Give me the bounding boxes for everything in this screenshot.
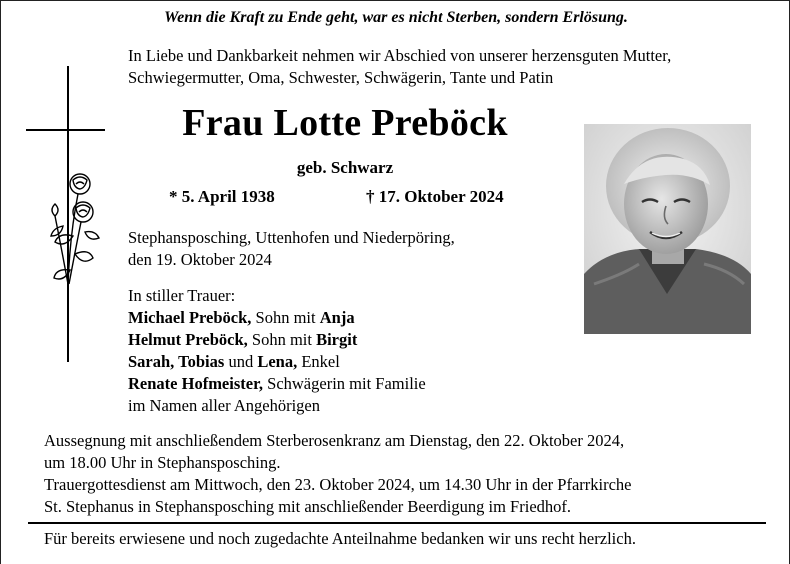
mourner-relation: Enkel [297, 352, 340, 371]
mourner-name: Renate Hofmeister, [128, 374, 264, 393]
date-line: den 19. Oktober 2024 [128, 250, 272, 269]
list-item [128, 351, 426, 373]
intro-line: In Liebe und Dankbarkeit nehmen wir Abschied von unserer herzensguten Mutter, [128, 46, 672, 65]
mourners-heading: In stiller Trauer: [128, 286, 236, 305]
intro-text [128, 45, 671, 89]
mourners-closing: im Namen aller Angehörigen [128, 396, 320, 415]
mourner-partner: Birgit [316, 330, 358, 349]
death-date: † 17. Oktober 2024 [366, 187, 504, 206]
mourner-conjunction: und [224, 352, 258, 371]
place-and-date [128, 227, 455, 271]
mourner-relation: Sohn mit [247, 330, 317, 349]
mourner-relation: Sohn mit [251, 308, 320, 327]
list-item [128, 307, 426, 329]
motto: Wenn die Kraft zu Ende geht, war es nicht Sterben, sondern Erlösung. [164, 9, 628, 26]
thanks-text: Für bereits erwiesene und noch zugedachte Anteilnahme bedanken wir uns recht herzlich. [44, 529, 636, 548]
list-item [128, 373, 426, 395]
deceased-name: Frau Lotte Preböck [182, 102, 508, 144]
birth-date: * 5. April 1938 [169, 187, 275, 206]
intro-line: Schwiegermutter, Oma, Schwester, Schwägerin, Tante und Patin [128, 68, 554, 87]
mourner-name: Michael Preböck, [128, 308, 252, 327]
mourner-relation: Schwägerin mit Familie [263, 374, 426, 393]
service-details [44, 430, 631, 518]
list-item [128, 329, 426, 351]
mourner-name: Lena, [257, 352, 298, 371]
service-line: Aussegnung mit anschließendem Sterberosenkranz am Dienstag, den 22. Oktober 2024, [44, 431, 625, 450]
mourners-list [128, 285, 426, 417]
service-line: um 18.00 Uhr in Stephansposching. [44, 453, 281, 472]
place-line: Stephansposching, Uttenhofen und Niederpöring, [128, 228, 455, 247]
mourner-name: Helmut Preböck, [128, 330, 248, 349]
maiden-name: geb. Schwarz [296, 158, 394, 177]
mourner-name: Sarah, Tobias [128, 352, 225, 371]
service-line: St. Stephanus in Stephansposching mit anschließender Beerdigung im Friedhof. [44, 497, 572, 516]
mourner-partner: Anja [319, 308, 355, 327]
divider [28, 522, 766, 524]
service-line: Trauergottesdienst am Mittwoch, den 23. Oktober 2024, um 14.30 Uhr in der Pfarrkirche [44, 475, 632, 494]
portrait-photo [584, 124, 751, 334]
